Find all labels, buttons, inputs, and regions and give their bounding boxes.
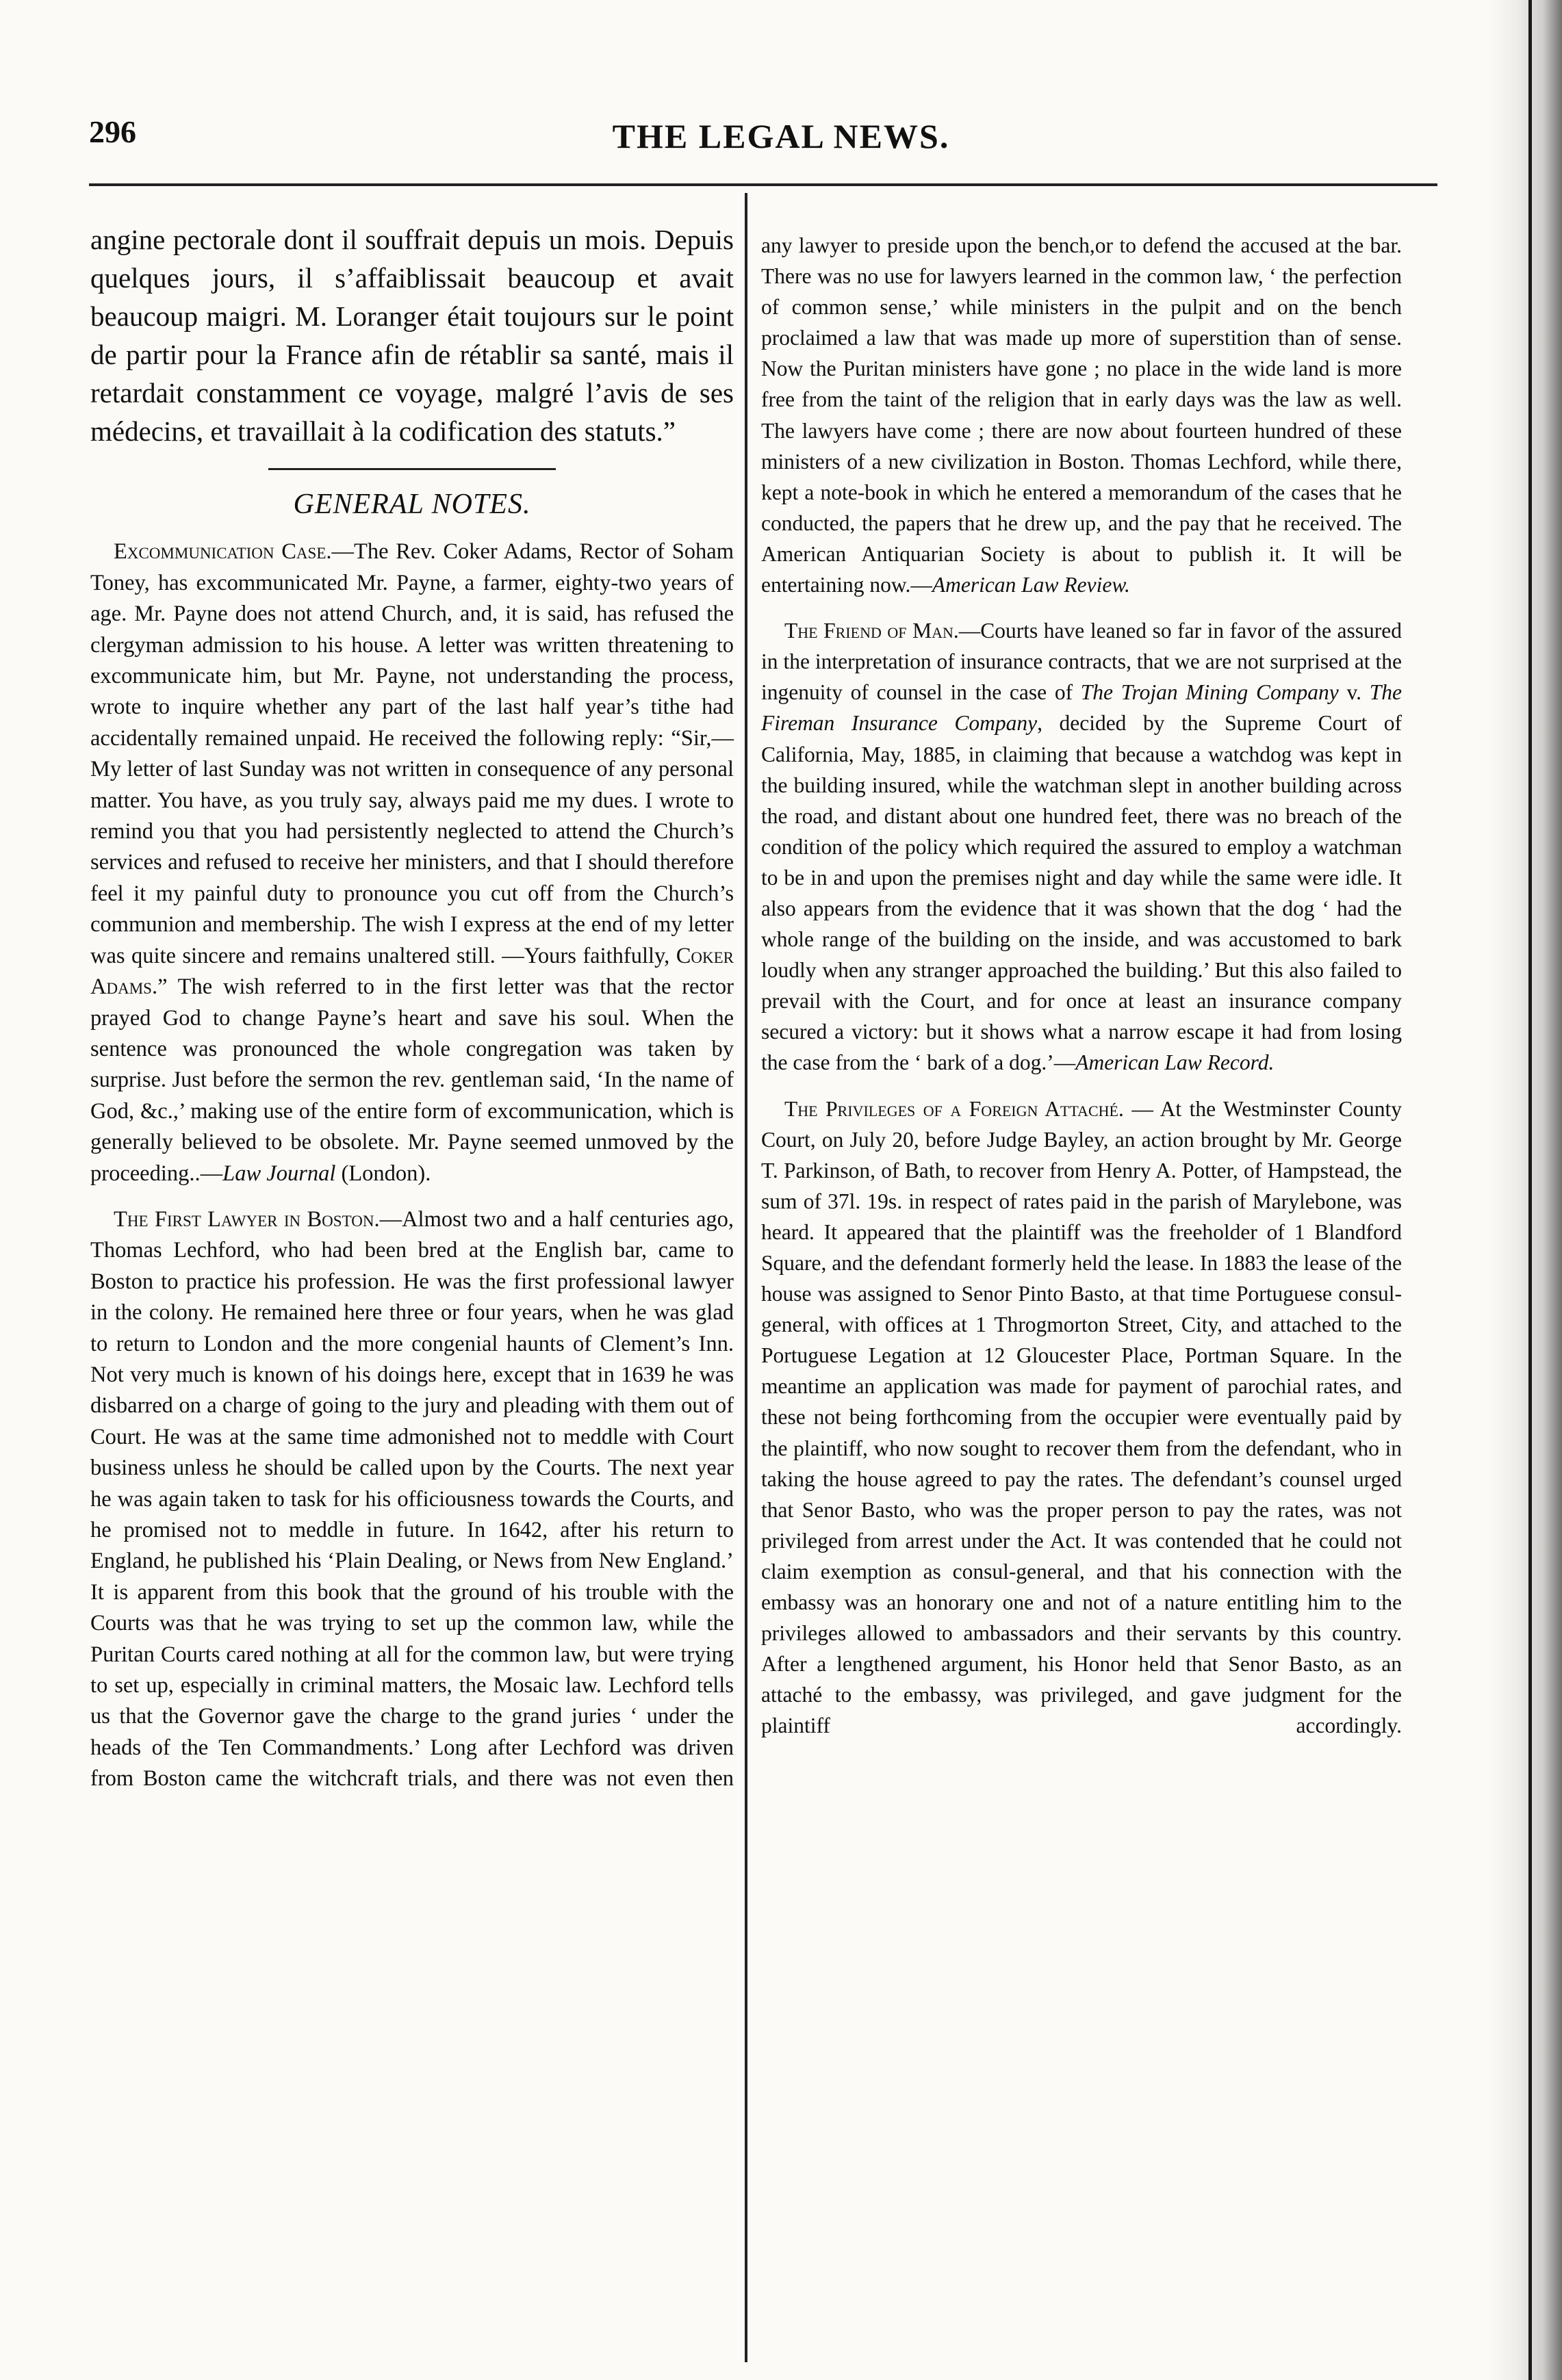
french-continuation-paragraph: angine pectorale dont il souffrait depuis un mois. Depuis quelques jours, il s’affaiblissait beaucoup et avait beaucoup maigri. M. Loranger était toujours sur le point de partir pour la France afin de rétablir sa santé, mais il retardait constamment ce voyage, malgré l’avis de ses médecins, et travaillait à la codification des statuts.” <box>90 224 734 447</box>
first-lawyer-body: —Almost two and a half centuries ago, Thomas Lechford, who had been bred at the English bar, came to Boston to practice his profession. He was the first professional lawyer in the colony. He remained here three or four years, when he was glad to return to London and the more congenial haunts of Clement’s Inn. Not very much is known of his doings here, except that in 1639 he was disbarred on a charge of going to the jury and pleading with them out of Court. He was at the same time admonished not to meddle with Court business unless he should be called upon by the Courts. The next year he was again taken to task for his officiousness towards the Courts, and he promised not to meddle in future. In 1642, after his return to England, he published his ‘Plain Dealing, or News from New England.’ It is apparent from this book that the ground of his trouble with the Courts was that he was trying to set up the common law, while the Puritan Courts cared nothing at all for the common law, but were trying to set up, especially in criminal matters, the Mosaic law. Lechford tells us that the Governor gave the charge to the grand juries ‘ under the heads of the Ten Commandments.’ Long after Lechford was driven from Boston came the witchcraft trials, and there was not even then <box>90 1206 734 1792</box>
running-title: THE LEGAL NEWS. <box>612 117 950 155</box>
friend-of-man-versus: v. <box>1338 680 1370 705</box>
friend-of-man-source: American Law Record. <box>1075 1050 1275 1075</box>
first-lawyer-continued-body: any lawyer to preside upon the bench,or to defend the accused at the bar. There was no use for lawyers learned in the common law, ‘ the perfection of common sense,’ while ministers in the pulpit and on the bench proclaimed a law that was made up more of superstition than of sense. Now the Puritan ministers have gone ; no place in the wide land is more free from the taint of the religion that in early days was the law as well. The lawyers have come ; there are now about fourteen hundred of these ministers of a new civilization in Boston. Thomas Lechford, while there, kept a note-book in which he entered a memorandum of the cases that he conducted, the papers that he drew up, and the pay that he received. The American Antiquarian Society is about to publish it. It will be entertaining now.— <box>761 233 1402 597</box>
excommunication-lead: Excommunication Case. <box>114 539 332 565</box>
page-number: 296 <box>89 114 136 149</box>
excommunication-paragraph <box>90 536 734 1189</box>
friend-of-man-case-plaintiff: The Trojan Mining Company <box>1080 680 1339 705</box>
section-heading: GENERAL NOTES. <box>293 489 531 520</box>
left-column <box>90 220 734 1795</box>
first-lawyer-paragraph <box>90 1204 734 1795</box>
first-lawyer-source: American Law Review. <box>932 573 1130 597</box>
excommunication-signature: Coker Adams <box>90 943 734 1000</box>
page-edge-shadow <box>1487 0 1562 2380</box>
right-column <box>761 230 1402 1742</box>
friend-of-man-body: —Courts have leaned so far in favor of the assured in the interpretation of insurance contracts, that we are not surprised at the ingenuity of counsel in the case of <box>761 619 1402 705</box>
excommunication-source-suffix: (London). <box>335 1161 431 1186</box>
first-lawyer-lead: The First Lawyer in Boston. <box>114 1206 380 1232</box>
column-divider <box>745 193 747 2362</box>
excommunication-body: —The Rev. Coker Adams, Rector of Soham Toney, has excommunicated Mr. Payne, a farmer, eighty-two years of age. Mr. Payne does not attend Church, and, it is said, has refused the clergyman admission to his house. A letter was written threatening to excommunicate him, but Mr. Payne, not understanding the process, wrote to inquire whether any part of the last half year’s tithe had accidentally remained unpaid. He received the following reply: “Sir,—My letter of last Sunday was not written in consequence of any personal matter. You have, as you truly say, always paid me my dues. I wrote to remind you that you had persistently neglected to attend the Church’s services and refused to receive her ministers, and that I should therefore feel it my painful duty to pronounce you cut off from the Church’s communion and membership. The wish I express at the end of my letter was quite sincere and remains unaltered still. —Yours faithfully, <box>90 539 734 968</box>
friend-of-man-case-defendant: The Fireman Insurance Company <box>761 680 1402 736</box>
section-rule <box>268 468 556 470</box>
page-edge-line <box>1528 0 1532 2380</box>
foreign-attache-paragraph <box>761 1094 1402 1742</box>
header-rule <box>89 183 1437 186</box>
foreign-attache-lead: The Privileges of a Foreign Attaché. <box>784 1096 1124 1121</box>
friend-of-man-lead: The Friend of Man. <box>784 619 959 643</box>
foreign-attache-body: — At the Westminster County Court, on July 20, before Judge Bayley, an action brought by Mr. George T. Parkinson, of Bath, to recover from Henry A. Potter, of Hampstead, the sum of 37l. 19s. in respect of rates paid in the parish of Marylebone, was heard. It appeared that the plaintiff was the freeholder of 1 Blandford Square, and the defendant formerly held the lease. In 1883 the lease of the house was assigned to Senor Pinto Basto, at that time Portuguese consul-general, with offices at 1 Throgmorton Street, City, and attached to the Portuguese Legation at 12 Gloucester Place, Portman Square. In the meantime an application was made for payment of parochial rates, and these not being forthcoming from the occupier were eventually paid by the plaintiff, who now sought to recover them from the defendant, who in taking the house agreed to pay the rates. The defendant’s counsel urged that Senor Basto, who was the proper person to pay the rates, was not privileged from arrest under the Act. It was contended that he could not claim exemption as consul-general, and that his connection with the embassy was an honorary one and not of a nature entitling him to the privileges allowed to ambassadors and their servants by this country. After a lengthened argument, his Honor held that Senor Basto, as an attaché to the embassy, was privileged, and gave judgment for the plaintiff accordingly. <box>761 1096 1403 1738</box>
friend-of-man-paragraph <box>761 615 1402 1078</box>
first-lawyer-continued-paragraph <box>761 230 1402 600</box>
friend-of-man-body-continued: , decided by the Supreme Court of California, May, 1885, in claiming that because a watchdog was kept in the building insured, while the watchman slept in another building across the road, and distant about one hundred feet, there was no breach of the condition of the policy which required the assured to employ a watchman to be in and upon the premises night and day while the same were idle. It also appears from the evidence that it was shown that the dog ‘ had the whole range of the building on the inside, and was accustomed to bark loudly when any stranger approached the building.’ But this also failed to prevail with the Court, and for once at least an insurance company secured a victory: but it shows what a narrow escape it had from losing the case from the ‘ bark of a dog.’— <box>761 711 1402 1075</box>
excommunication-source: Law Journal <box>222 1161 336 1186</box>
excommunication-body-continued: .” The wish referred to in the first letter was that the rector prayed God to change Payne’s heart and save his soul. When the sentence was pronounced the whole congregation was taken by surprise. Just before the sermon the rev. gentleman said, ‘In the name of God, &c.,’ making use of the entire form of excommunication, which is generally believed to be obsolete. Mr. Payne seemed unmoved by the proceeding..— <box>90 974 734 1186</box>
